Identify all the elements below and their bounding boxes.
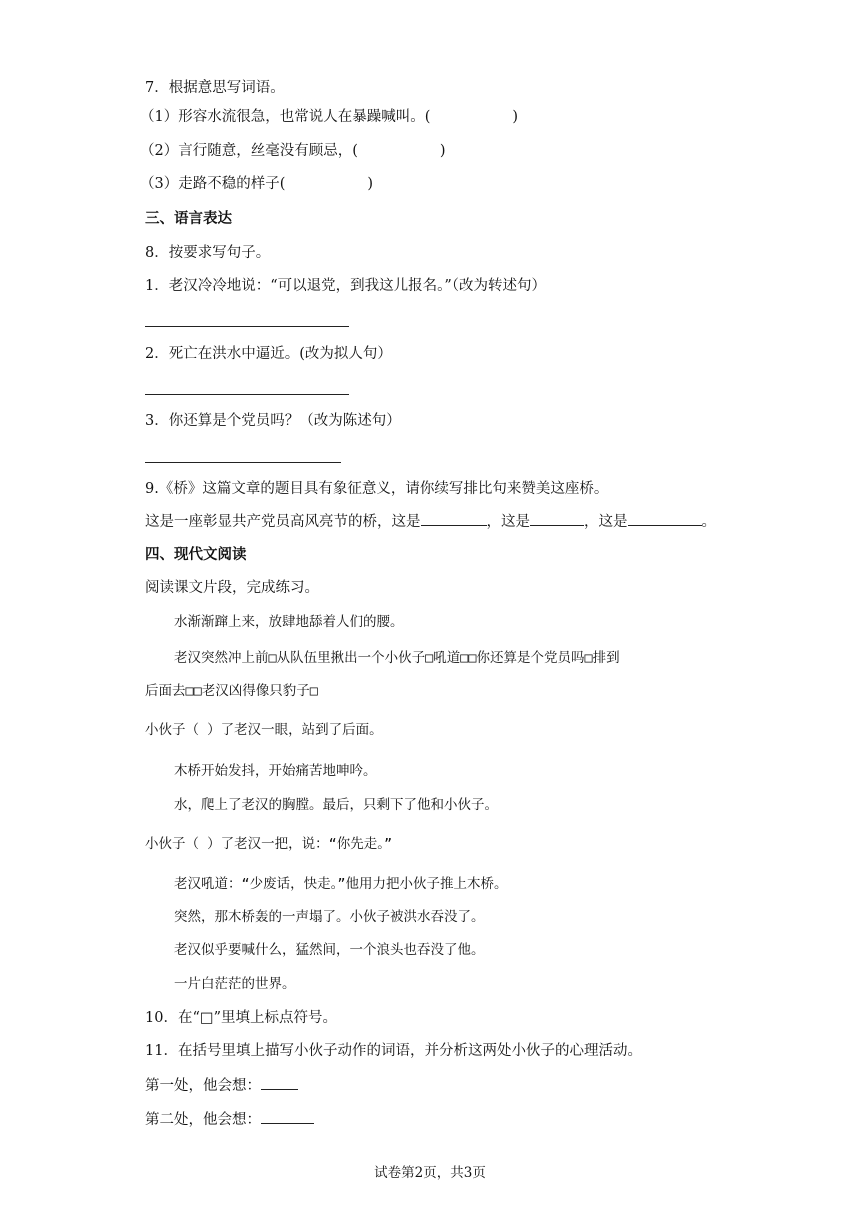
q7-item-2-text: （2）言行随意，丝毫没有顾忌，( <box>140 143 358 159</box>
passage-para-1: 水渐渐蹿上来，放肆地舔着人们的腰。 <box>174 614 404 630</box>
passage-para-2-line-2: 后面去□□老汉凶得像只豹子□ <box>145 683 318 699</box>
passage-para-6: 小伙子（ ）了老汉一把，说：“你先走。” <box>145 836 393 852</box>
q9-sentence <box>145 511 716 532</box>
section-heading-3: 三、语言表达 <box>145 211 232 227</box>
q8-item-2: 2．死亡在洪水中逼近。(改为拟人句） <box>145 346 392 362</box>
q9-blank-1[interactable] <box>421 511 487 526</box>
q7-item-3-close: ) <box>367 176 374 192</box>
q11-second-label: 第二处，他会想： <box>145 1112 261 1128</box>
q8-title: 8．按要求写句子。 <box>145 245 271 261</box>
section-heading-4: 四、现代文阅读 <box>145 547 247 563</box>
q7-item-1-text: （1）形容水流很急，也常说人在暴躁喊叫。( <box>140 109 431 125</box>
q7-item-2-close: ) <box>439 143 446 159</box>
q11-second <box>145 1109 314 1130</box>
passage-para-3: 小伙子（ ）了老汉一眼，站到了后面。 <box>145 722 383 738</box>
q11-first <box>145 1075 298 1096</box>
passage-para-9: 老汉似乎要喊什么，猛然间，一个浪头也吞没了他。 <box>174 942 485 958</box>
passage-para-8: 突然，那木桥轰的一声塌了。小伙子被洪水吞没了。 <box>174 909 485 925</box>
q8-answer-line-1[interactable] <box>145 325 349 327</box>
q9-blank-2[interactable] <box>530 511 584 526</box>
q10-title: 10．在“□”里填上标点符号。 <box>145 1010 337 1026</box>
q11-title: 11．在括号里填上描写小伙子动作的词语，并分析这两处小伙子的心理活动。 <box>145 1043 642 1059</box>
q9-part-b: ，这是 <box>486 514 530 530</box>
q7-item-1 <box>140 107 518 127</box>
passage-para-2-line-1: 老汉突然冲上前□从队伍里揪出一个小伙子□吼道□□你还算是个党员吗□排到 <box>174 650 620 666</box>
q7-item-1-close: ) <box>512 109 519 125</box>
q9-title: 9.《桥》这篇文章的题目具有象征意义，请你续写排比句来赞美这座桥。 <box>145 481 609 497</box>
q11-first-blank[interactable] <box>261 1075 298 1090</box>
passage-para-4: 木桥开始发抖，开始痛苦地呻吟。 <box>174 763 377 779</box>
q11-second-blank[interactable] <box>261 1109 314 1124</box>
q8-item-3: 3．你还算是个党员吗？（改为陈述句） <box>145 413 401 429</box>
q9-part-a: 这是一座彰显共产党员高风亮节的桥，这是 <box>145 514 421 530</box>
q8-answer-line-2[interactable] <box>145 393 349 395</box>
passage-para-7: 老汉吼道：“少废话，快走。”他用力把小伙子推上木桥。 <box>174 876 508 892</box>
q9-part-c: ，这是 <box>584 514 628 530</box>
q7-item-3-text: （3）走路不稳的样子( <box>140 176 286 192</box>
q7-title: 7．根据意思写词语。 <box>145 80 285 96</box>
passage-para-5: 水，爬上了老汉的胸膛。最后，只剩下了他和小伙子。 <box>174 797 498 813</box>
page-footer: 试卷第2页，共3页 <box>374 1165 486 1181</box>
q9-part-d: 。 <box>701 514 716 530</box>
q8-item-1: 1．老汉冷冷地说：“可以退党，到我这儿报名。”（改为转述句） <box>145 278 547 294</box>
q7-item-2 <box>140 141 446 161</box>
q7-item-3 <box>140 174 373 194</box>
q11-first-label: 第一处，他会想： <box>145 1078 261 1094</box>
passage-para-10: 一片白茫茫的世界。 <box>174 976 296 992</box>
q9-blank-3[interactable] <box>628 511 702 526</box>
reading-intro: 阅读课文片段，完成练习。 <box>145 580 319 596</box>
q8-answer-line-3[interactable] <box>145 461 341 463</box>
